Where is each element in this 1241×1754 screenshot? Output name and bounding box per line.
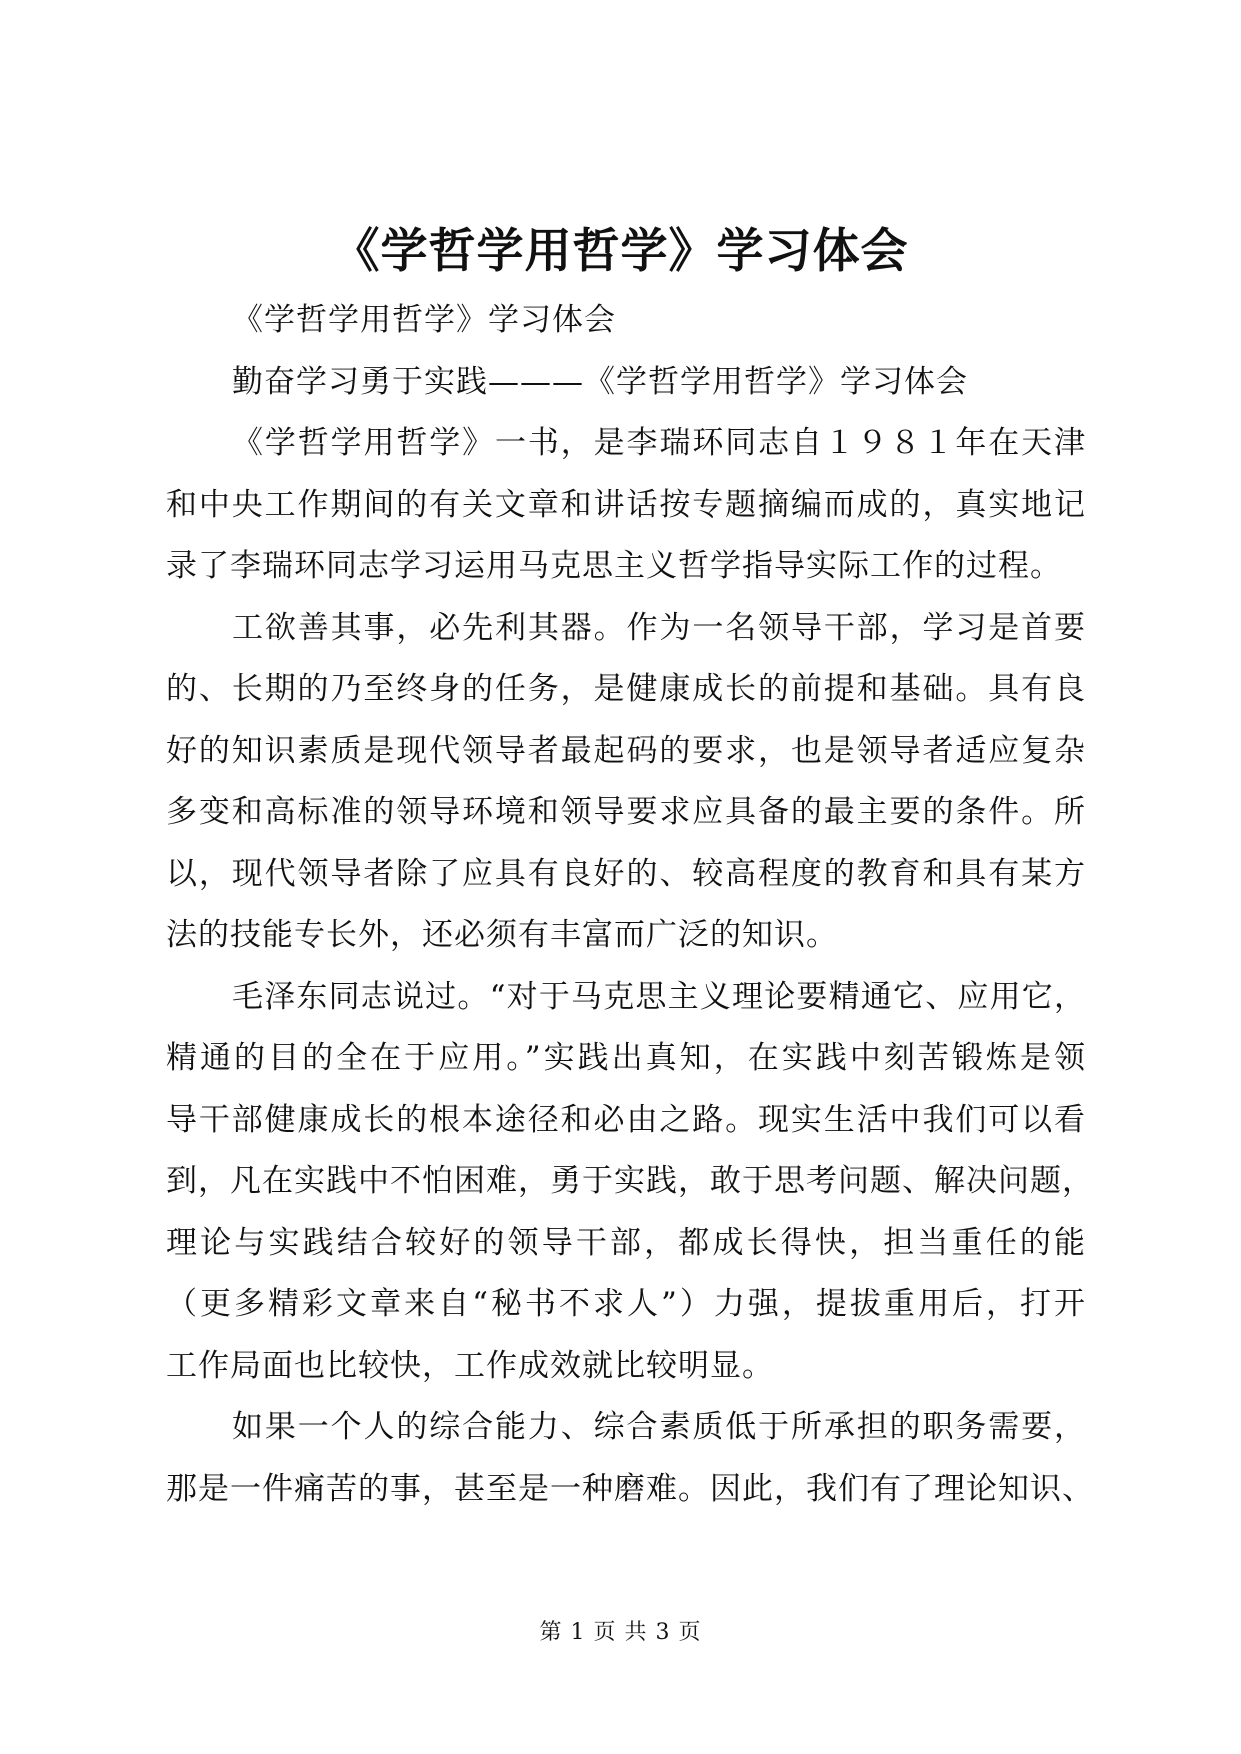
paragraph-line: 精通的目的全在于应用。”实践出真知，在实践中刻苦锻炼是领 bbox=[166, 1040, 1086, 1076]
paragraph-line: 以，现代领导者除了应具有良好的、较高程度的教育和具有某方 bbox=[166, 855, 1086, 892]
paragraph-line: 好的知识素质是现代领导者最起码的要求，也是领导者适应复杂 bbox=[166, 732, 1086, 769]
paragraph-line: 到，凡在实践中不怕困难，勇于实践，敢于思考问题、解决问题， bbox=[166, 1163, 1094, 1199]
paragraph-line: 工作局面也比较快，工作成效就比较明显。 bbox=[166, 1347, 774, 1384]
paragraph-line: （更多精彩文章来自“秘书不求人”）力强，提拔重用后，打开 bbox=[166, 1286, 1086, 1322]
paragraph-line: 多变和高标准的领导环境和领导要求应具备的最主要的条件。所 bbox=[166, 794, 1086, 830]
paragraph-line: 毛泽东同志说过。“对于马克思主义理论要精通它、应用它， bbox=[232, 978, 1086, 1015]
document-title: 《学哲学用哲学》学习体会 bbox=[332, 224, 909, 279]
paragraph-line: 《学哲学用哲学》一书，是李瑞环同志自１９８１年在天津 bbox=[232, 425, 1086, 461]
page-number-footer: 第 1 页 共 3 页 bbox=[539, 1620, 702, 1645]
paragraph-line: 如果一个人的综合能力、综合素质低于所承担的职务需要， bbox=[232, 1409, 1086, 1445]
paragraph-line: 法的技能专长外，还必须有丰富而广泛的知识。 bbox=[166, 917, 838, 953]
paragraph-line: 那是一件痛苦的事，甚至是一种磨难。因此，我们有了理论知识、 bbox=[166, 1470, 1094, 1507]
document-body bbox=[166, 290, 1094, 1520]
paragraph-line: 的、长期的乃至终身的任务，是健康成长的前提和基础。具有良 bbox=[166, 671, 1086, 707]
paragraph-line: 录了李瑞环同志学习运用马克思主义哲学指导实际工作的过程。 bbox=[166, 548, 1062, 584]
paragraph-line: 和中央工作期间的有关文章和讲话按专题摘编而成的，真实地记 bbox=[166, 486, 1086, 523]
subtitle-line: 《学哲学用哲学》学习体会 bbox=[232, 302, 616, 338]
paragraph-line: 理论与实践结合较好的领导干部，都成长得快，担当重任的能 bbox=[166, 1224, 1086, 1261]
paragraph-line: 工欲善其事，必先利其器。作为一名领导干部，学习是首要 bbox=[232, 609, 1086, 646]
paragraph-line: 导干部健康成长的根本途径和必由之路。现实生活中我们可以看 bbox=[166, 1101, 1086, 1138]
heading-line: 勤奋学习勇于实践———《学哲学用哲学》学习体会 bbox=[232, 363, 968, 400]
